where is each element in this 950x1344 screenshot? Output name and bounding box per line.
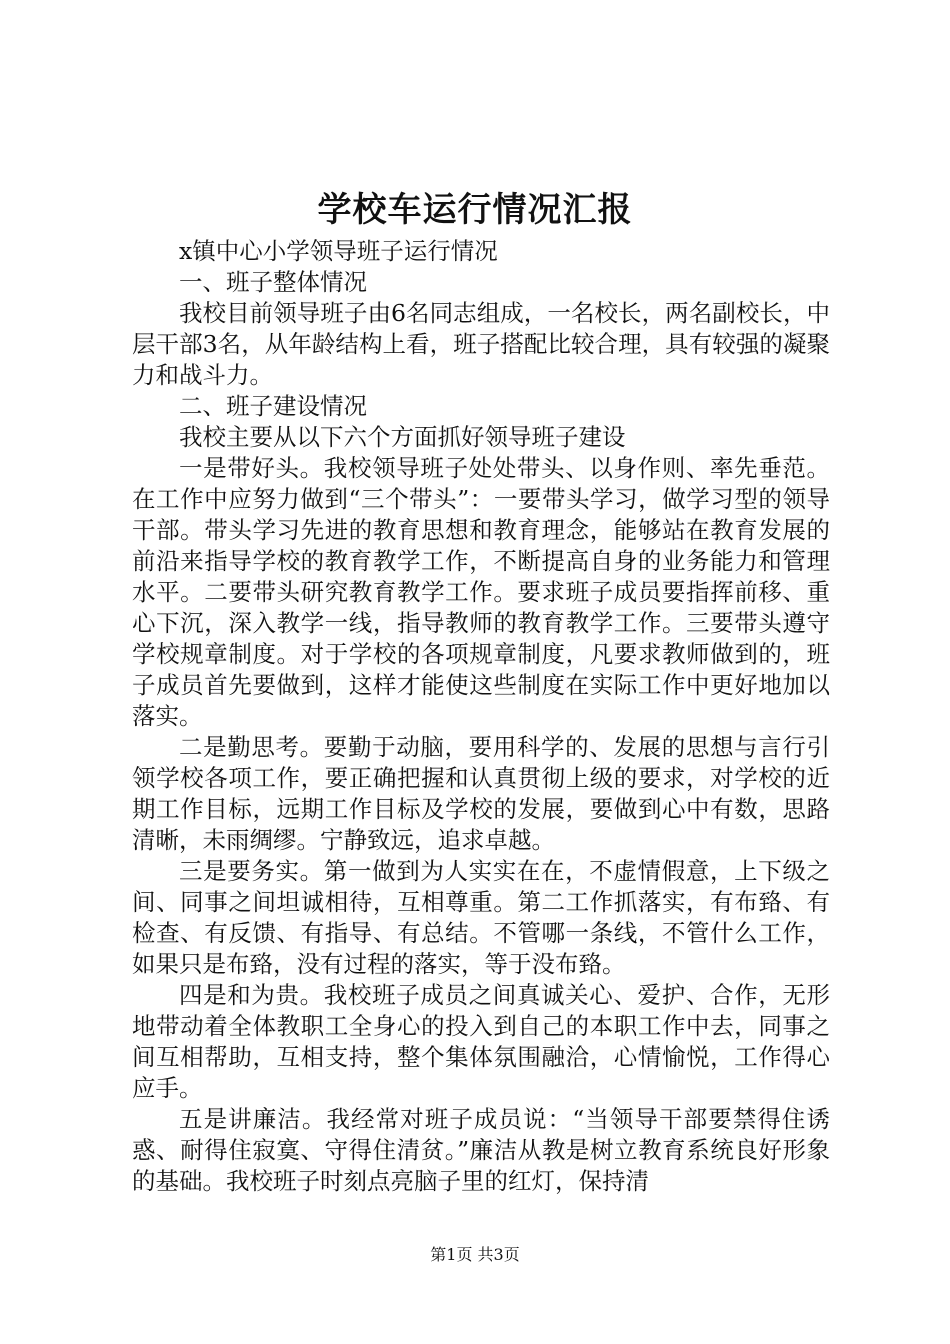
page-number-footer: 第1页 共3页 bbox=[430, 1245, 520, 1264]
document-title: 学校车运行情况汇报 bbox=[317, 190, 633, 230]
paragraph-think-diligently: 二是勤思考。要勤于动脑，要用科学的、发展的思想与言行引领学校各项工作，要正确把握和认真贯彻上级的要求，对学校的近期工作目标，远期工作目标及学校的发展，要做到心中有数，思路清晰，未雨绸缪。宁静致远，追求卓越。 bbox=[132, 733, 830, 854]
section-heading-overall: 一、班子整体情况 bbox=[179, 268, 367, 296]
paragraph-school-heading: x镇中心小学领导班子运行情况 bbox=[179, 237, 498, 265]
paragraph-be-practical: 三是要务实。第一做到为人实实在在，不虚情假意，上下级之间、同事之间坦诚相待，互相尊重。第二工作抓落实，有布臵、有检查、有反馈、有指导、有总结。不管哪一条线，不管什么工作，如果只是布臵，没有过程的落实，等于没布臵。 bbox=[132, 857, 830, 978]
paragraph-lead-by-example: 一是带好头。我校领导班子处处带头、以身作则、率先垂范。在工作中应努力做到“三个带头”：一要带头学习，做学习型的领导干部。带头学习先进的教育思想和教育理念，能够站在教育发展的前沿来指导学校的教育教学工作，不断提高自身的业务能力和管理水平。二要带头研究教育教学工作。要求班子成员要指挥前移、重心下沉，深入教学一线，指导教师的教育教学工作。三要带头遵守学校规章制度。对于学校的各项规章制度，凡要求教师做到的，班子成员首先要做到，这样才能使这些制度在实际工作中更好地加以落实。 bbox=[132, 454, 830, 730]
section-heading-construction: 二、班子建设情况 bbox=[179, 392, 367, 420]
paragraph-six-aspects: 我校主要从以下六个方面抓好领导班子建设 bbox=[179, 423, 626, 451]
paragraph-harmony: 四是和为贵。我校班子成员之间真诚关心、爱护、合作，无形地带动着全体教职工全身心的投入到自己的本职工作中去，同事之间互相帮助，互相支持，整个集体氛围融洽，心情愉悦，工作得心应手。 bbox=[132, 981, 830, 1102]
paragraph-overall: 我校目前领导班子由6名同志组成，一名校长，两名副校长，中层干部3名，从年龄结构上看，班子搭配比较合理，具有较强的凝聚力和战斗力。 bbox=[132, 299, 830, 389]
paragraph-integrity: 五是讲廉洁。我经常对班子成员说：“当领导干部要禁得住诱惑、耐得住寂寞、守得住清贫。”廉洁从教是树立教育系统良好形象的基础。我校班子时刻点亮脑子里的红灯，保持清 bbox=[132, 1105, 830, 1195]
document-body bbox=[132, 236, 830, 1197]
